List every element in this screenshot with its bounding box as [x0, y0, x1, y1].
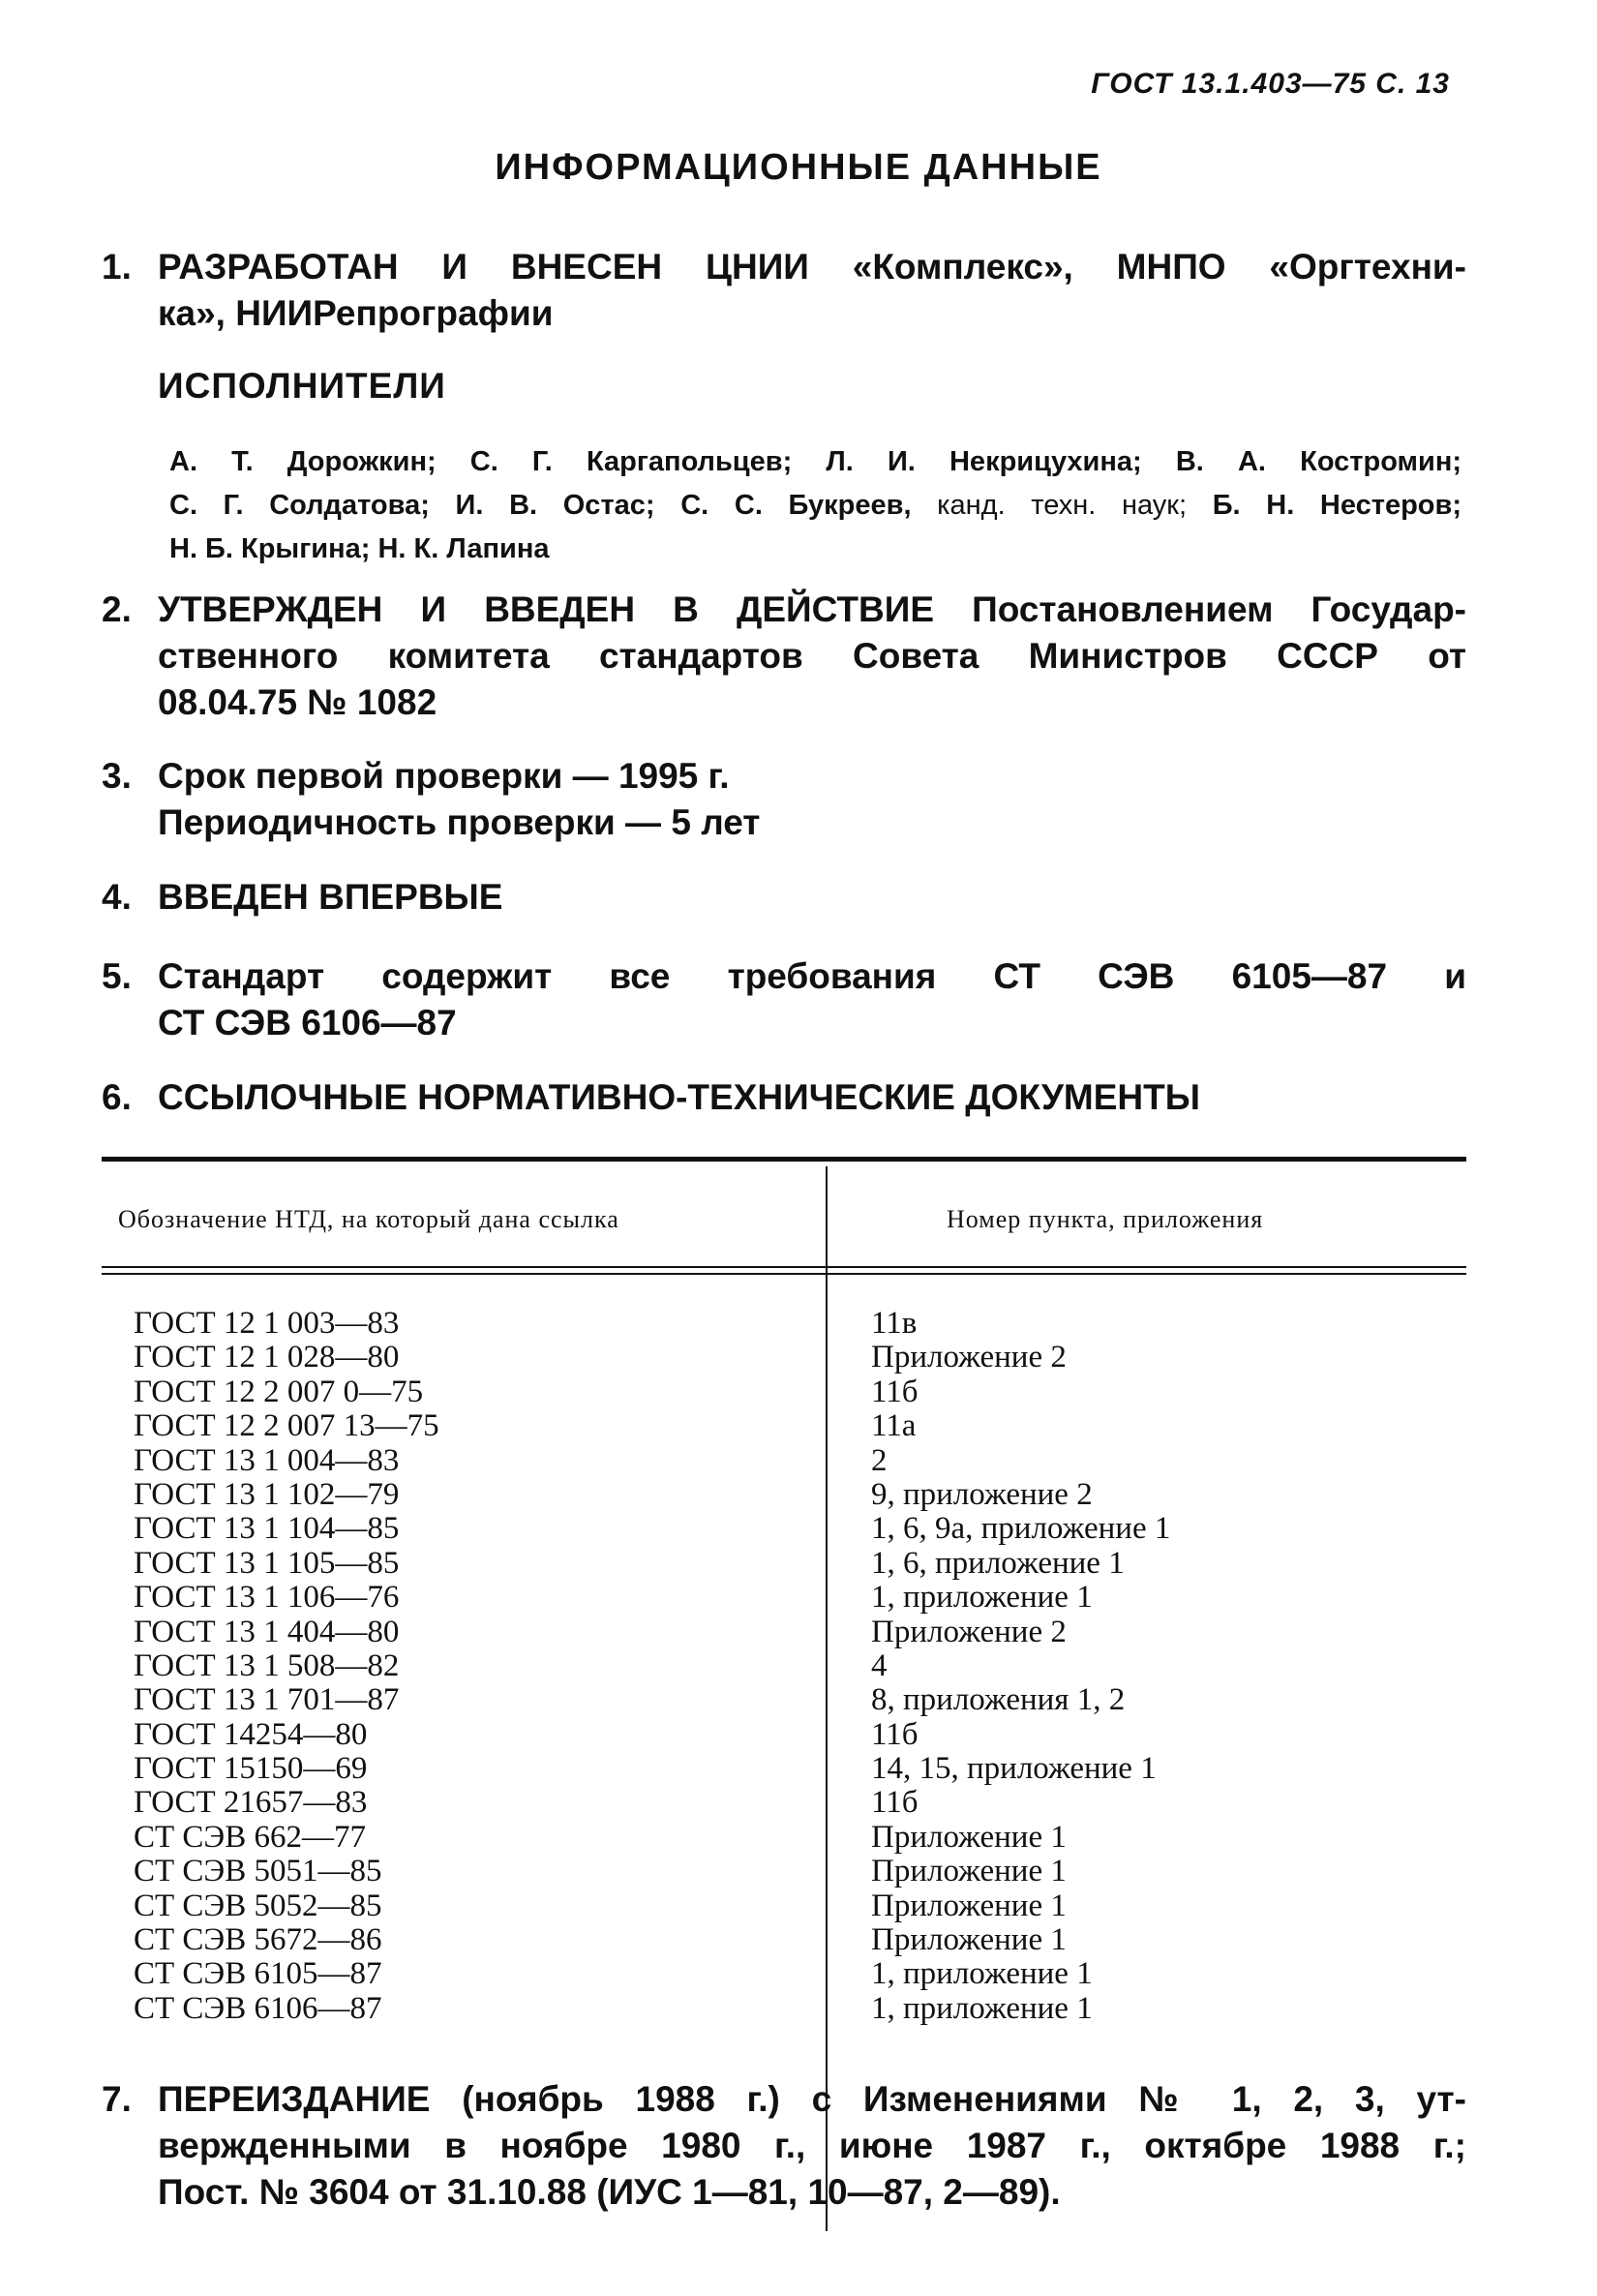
table-cell-clause: 1, приложение 1	[871, 1990, 1093, 2026]
page-header: ГОСТ 13.1.403—75 С. 13	[1091, 68, 1450, 100]
item-7-number: 7.	[102, 2079, 132, 2119]
item-6	[102, 1074, 1466, 1121]
table-cell-clause: 8, приложения 1, 2	[871, 1682, 1126, 1718]
table-header-rule-double	[102, 1273, 1466, 1275]
table-cell-designation: ГОСТ 21657—83	[134, 1785, 368, 1821]
page-title: ИНФОРМАЦИОННЫЕ ДАННЫЕ	[495, 147, 1102, 188]
table-cell-designation: СТ СЭВ 5052—85	[134, 1888, 382, 1923]
item-3	[102, 753, 1466, 846]
table-cell-clause: Приложение 2	[871, 1614, 1067, 1649]
item-1	[102, 244, 1466, 337]
table-column-designation	[134, 1307, 439, 2026]
table-cell-designation: СТ СЭВ 5051—85	[134, 1854, 382, 1889]
table-cell-designation: ГОСТ 13 1 102—79	[134, 1476, 400, 1512]
table-cell-clause: Приложение 1	[871, 1888, 1067, 1923]
item-7-line-3: Пост. № 3604 от 31.10.88 (ИУС 1—81, 10—87, 2—89).	[158, 2172, 1061, 2212]
item-7	[102, 2076, 1466, 2216]
table-cell-clause: Приложение 1	[871, 1922, 1067, 1958]
item-6-text: ССЫЛОЧНЫЕ НОРМАТИВНО-ТЕХНИЧЕСКИЕ ДОКУМЕНТЫ	[158, 1077, 1200, 1117]
item-2-line-2: ственного комитета стандартов Совета Министров СССР от	[158, 636, 1466, 676]
table-cell-designation: ГОСТ 13 1 105—85	[134, 1545, 400, 1581]
executors-line-2-tail: Б. Н. Нестеров;	[1212, 490, 1461, 521]
table-cell-clause: 4	[871, 1647, 888, 1683]
executors-heading: ИСПОЛНИТЕЛИ	[158, 366, 446, 406]
item-2-number: 2.	[102, 589, 132, 629]
executors-line-2-names: С. Г. Солдатова; И. В. Остас; С. С. Букреев,	[169, 490, 912, 521]
table-header-clause: Номер пункта, приложения	[947, 1205, 1264, 1233]
table-cell-designation: ГОСТ 12 2 007 13—75	[134, 1408, 439, 1444]
item-5	[102, 953, 1466, 1046]
table-cell-designation: ГОСТ 12 2 007 0—75	[134, 1374, 424, 1409]
item-4-text: ВВЕДЕН ВПЕРВЫЕ	[158, 877, 503, 917]
table-cell-clause: 11в	[871, 1306, 918, 1341]
table-cell-designation: СТ СЭВ 5672—86	[134, 1922, 382, 1958]
table-cell-designation: ГОСТ 13 1 508—82	[134, 1647, 400, 1683]
item-3-line-2: Периодичность проверки — 5 лет	[158, 802, 761, 842]
table-cell-clause: 14, 15, приложение 1	[871, 1751, 1157, 1787]
table-cell-clause: 1, приложение 1	[871, 1580, 1093, 1616]
table-cell-clause: 11б	[871, 1716, 919, 1752]
table-header-rule	[102, 1266, 1466, 1268]
executors-list	[169, 440, 1461, 571]
table-cell-designation: СТ СЭВ 6106—87	[134, 1990, 382, 2026]
executors-line-3: Н. Б. Крыгина; Н. К. Лапина	[169, 533, 550, 564]
table-cell-clause: 11б	[871, 1374, 919, 1409]
table-cell-clause: 9, приложение 2	[871, 1476, 1093, 1512]
executors-line-1: А. Т. Дорожкин; С. Г. Каргапольцев; Л. И. Некрицухина; В. А. Костромин;	[169, 446, 1461, 477]
table-cell-clause: 11б	[871, 1785, 919, 1821]
table-cell-designation: ГОСТ 13 1 104—85	[134, 1511, 400, 1547]
table-cell-clause: Приложение 1	[871, 1854, 1067, 1889]
table-cell-clause: 11а	[871, 1408, 917, 1444]
table-top-rule	[102, 1157, 1466, 1162]
table-column-divider	[826, 1166, 828, 2231]
table-cell-clause: Приложение 2	[871, 1340, 1067, 1375]
table-cell-clause: Приложение 1	[871, 1819, 1067, 1855]
table-cell-designation: ГОСТ 13 1 004—83	[134, 1442, 400, 1478]
item-5-line-1: Стандарт содержит все требования СТ СЭВ 6105—87 и	[158, 956, 1466, 996]
table-cell-clause: 1, 6, 9а, приложение 1	[871, 1511, 1171, 1547]
table-cell-designation: ГОСТ 15150—69	[134, 1751, 368, 1787]
executors-line-2	[169, 484, 1461, 528]
item-3-line-1: Срок первой проверки — 1995 г.	[158, 756, 730, 796]
item-2	[102, 587, 1466, 726]
item-1-line-1: РАЗРАБОТАН И ВНЕСЕН ЦНИИ «Комплекс», МНПО «Оргтехни-	[158, 247, 1466, 287]
item-4-number: 4.	[102, 877, 132, 917]
item-7-line-1: ПЕРЕИЗДАНИЕ (ноябрь 1988 г.) с Изменениями № 1, 2, 3, ут-	[158, 2079, 1466, 2119]
table-cell-clause: 1, приложение 1	[871, 1956, 1093, 1992]
item-7-line-2: вержденными в ноябре 1980 г., июне 1987 г., октябре 1988 г.;	[158, 2126, 1466, 2165]
table-column-clause	[871, 1307, 1170, 2026]
item-4	[102, 874, 1466, 921]
item-2-line-1: УТВЕРЖДЕН И ВВЕДЕН В ДЕЙСТВИЕ Постановлением Государ-	[158, 589, 1466, 629]
table-cell-designation: ГОСТ 12 1 028—80	[134, 1340, 400, 1375]
item-5-number: 5.	[102, 956, 132, 996]
table-cell-designation: ГОСТ 14254—80	[134, 1716, 368, 1752]
item-1-number: 1.	[102, 247, 132, 287]
table-cell-designation: ГОСТ 13 1 404—80	[134, 1614, 400, 1649]
executors-degree: канд. техн. наук;	[911, 490, 1213, 521]
table-cell-designation: ГОСТ 12 1 003—83	[134, 1306, 400, 1341]
item-6-number: 6.	[102, 1077, 132, 1117]
table-cell-clause: 2	[871, 1442, 888, 1478]
table-cell-designation: СТ СЭВ 6105—87	[134, 1956, 382, 1992]
table-cell-designation: СТ СЭВ 662—77	[134, 1819, 366, 1855]
table-cell-designation: ГОСТ 13 1 106—76	[134, 1580, 400, 1616]
table-cell-clause: 1, 6, приложение 1	[871, 1545, 1125, 1581]
item-1-line-2: ка», НИИРепрографии	[158, 293, 554, 333]
item-2-line-3: 08.04.75 № 1082	[158, 682, 437, 722]
item-5-line-2: СТ СЭВ 6106—87	[158, 1003, 457, 1042]
table-header-designation: Обозначение НТД, на который дана ссылка	[118, 1205, 619, 1233]
table-cell-designation: ГОСТ 13 1 701—87	[134, 1682, 400, 1718]
item-3-number: 3.	[102, 756, 132, 796]
